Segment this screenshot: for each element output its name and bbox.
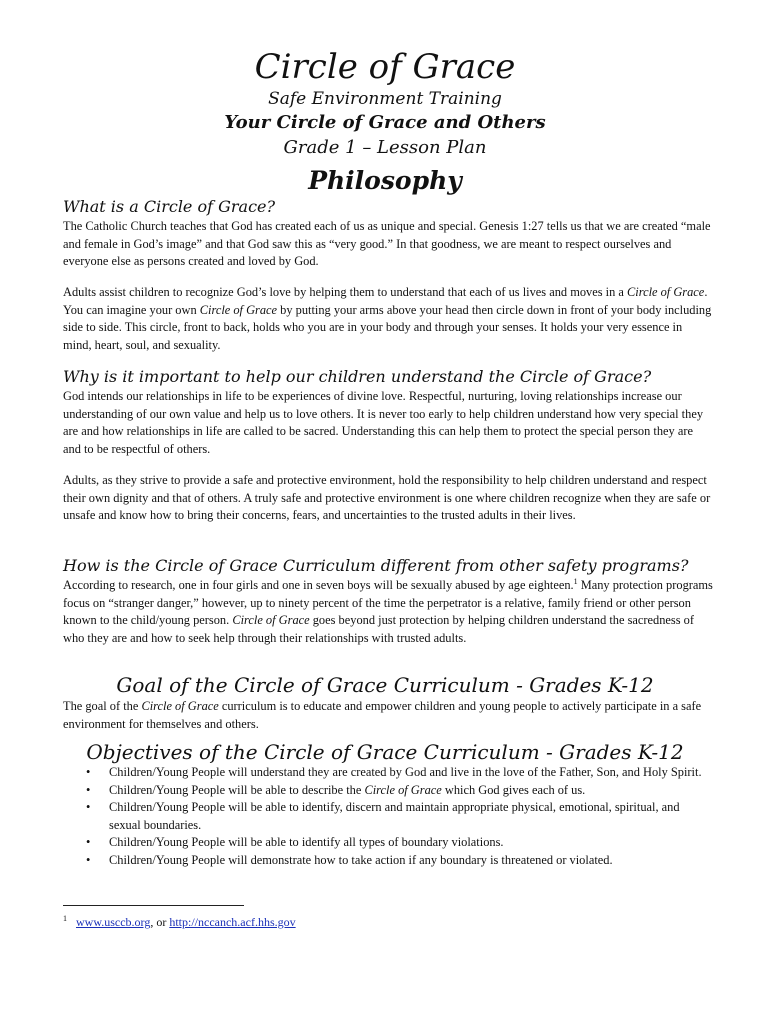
text-run: by putting your arms above your head then circle down in front of your body including side to side. This circle, front to back, holds who you are in your body and through your senses. It holds your very essence in mind, heart, soul, and sexuality. [63,302,712,352]
list-item-text: Children/Young People will be able to describe the [109,782,365,797]
paragraph-goal [63,698,713,733]
list-item-text: Children/Young People will understand they are created by God and live in the love of the Father, Son, and Holy Spirit. [109,765,702,779]
footnote-link-nccanch[interactable]: http://nccanch.acf.hhs.gov [169,915,296,929]
text-run: According to research, one in four girls and one in seven boys will be sexually abused by age eighteen. [63,578,574,592]
list-item [63,852,713,870]
heading-what-is: What is a Circle of Grace? [63,197,276,216]
footnote-reference: 1 [573,576,578,586]
text-run: goes beyond just protection by helping children understand the sacredness of who they are and how to seek help through their relationships with trusted adults. [63,613,694,645]
paragraph-what-is-2 [63,284,713,354]
emphasis: Circle of Grace [627,285,705,299]
list-item-text: Children/Young People will be able to identify, discern and maintain appropriate physical, emotional, spiritual, and sexual boundaries. [109,800,680,832]
paragraph-why-1: God intends our relationships in life to be experiences of divine love. Respectful, nurturing, loving relationships increase our understanding of our own value and help us to love others. It is never too early to help children understand how very special they are and how relationships in life are called to be sacred. Understanding this can help them to protect the special person they are and to be respectful of others. [63,389,704,456]
heading-goal: Goal of the Circle of Grace Curriculum - Grades K-12 [116,673,654,697]
bullet: • [86,765,91,779]
list-item [63,764,713,782]
text-run: . You can imagine your own [63,285,708,317]
paragraph-why-2: Adults, as they strive to provide a safe and protective environment, hold the responsibility to help children understand and respect their own dignity and that of others. A truly safe and protective environment is one where children recognize when they are safe or unsafe and know how to bring their concerns, fears, and uncertainties to the trusted adults in their lives. [63,473,711,522]
list-item [63,834,713,852]
emphasis: Circle of Grace [364,782,442,797]
bullet: • [86,835,91,849]
objectives-list [63,764,713,869]
footnote-divider [63,905,244,906]
text-run: The goal of the [63,699,142,713]
bullet: • [86,782,91,797]
bullet: • [86,852,91,867]
list-item [63,799,713,834]
document-subtitle: Safe Environment Training [268,89,502,109]
document-title: Circle of Grace [254,47,516,87]
bullet: • [86,800,91,814]
heading-how-different: How is the Circle of Grace Curriculum different from other safety programs? [63,556,689,575]
list-item [63,782,713,800]
heading-objectives: Objectives of the Circle of Grace Curriculum - Grades K-12 [86,740,684,764]
list-item-text: Children/Young People will demonstrate how to take action if any boundary is threatened or violated. [109,852,613,867]
lesson-title: Your Circle of Grace and Others [224,112,546,133]
grade-label: Grade 1 – Lesson Plan [283,137,487,158]
paragraph-what-is-1: The Catholic Church teaches that God has created each of us as unique and special. Genesis 1:27 tells us that we are created “male and female in God’s image” and that God saw this as “very good.” In that goodness, we are meant to respect ourselves and everyone else as persons created and loved by God. [63,219,711,268]
list-item-text: which God gives each of us. [441,782,586,797]
emphasis: Circle of Grace [199,302,278,317]
footnote-link-usccb[interactable]: www.usccb.org [76,915,151,929]
footnote-separator: , or [150,915,170,929]
emphasis: Circle of Grace [141,699,219,713]
paragraph-how-different [63,577,713,647]
heading-why-important: Why is it important to help our children understand the Circle of Grace? [63,367,652,386]
text-run: Many protection programs focus on “stranger danger,” however, up to ninety percent of the time the perpetrator is a relative, family friend or other person known to the child/young person. [63,578,713,627]
list-item-text: Children/Young People will be able to identify all types of boundary violations. [109,835,504,849]
section-title: Philosophy [308,166,462,195]
footnote [63,914,296,931]
emphasis: Circle of Grace [232,613,310,627]
text-run: Adults assist children to recognize God’s love by helping them to understand that each of us lives and moves in a [63,285,627,299]
text-run: curriculum is to educate and empower children and young people to actively participate in a safe environment for themselves and others. [63,699,702,731]
footnote-mark: 1 [63,914,67,923]
